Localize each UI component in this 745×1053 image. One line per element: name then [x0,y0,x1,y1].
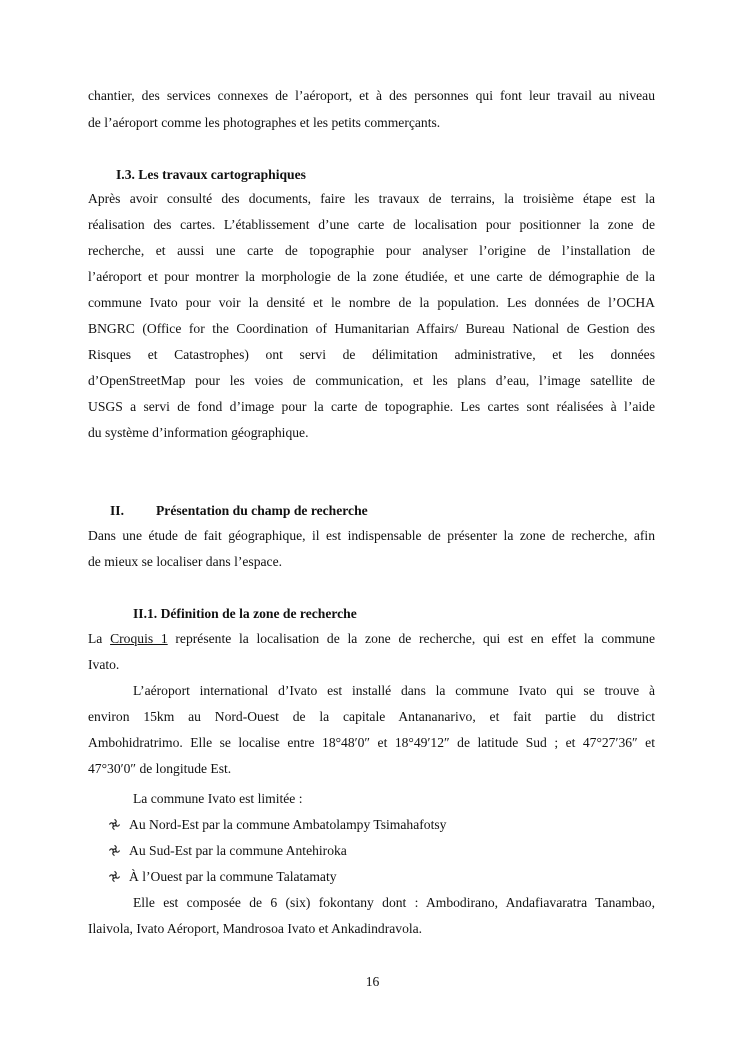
text-line: réalisation des cartes. L’établissement d’une carte de localisation pour positionner la zone de [88,217,655,232]
section-number-ii: II. [110,503,124,518]
section-heading-ii: Présentation du champ de recherche [156,503,368,518]
text-line: de l’aéroport comme les photographes et les petits commerçants. [88,115,441,130]
text-line [88,631,655,657]
croquis-suffix: représente la localisation de la zone de recherche, qui est en effet la commune [167,631,655,646]
list-item [108,817,446,833]
text-line: 47°30′0″ de longitude Est. [88,761,232,776]
text-line: Dans une étude de fait géographique, il est indispensable de présenter la zone de recherche, afin [88,528,655,543]
limit-text: À l’Ouest par la commune Talatamaty [129,869,337,884]
swirl-bullet-icon [108,844,121,857]
text-line: Elle est composée de 6 (six) fokontany dont : Ambodirano, Andafiavaratra Tanambao, [133,895,655,910]
text-line: recherche, et aussi une carte de topographie pour analyser l’origine de l’installation de [88,243,655,258]
text-line: USGS a servi de fond d’image pour la carte de topographie. Les cartes sont réalisées à l’aide [88,399,655,414]
croquis-prefix: La [88,631,111,646]
text-line: BNGRC (Office for the Coordination of Humanitarian Affairs/ Bureau National de Gestion des [88,321,655,336]
list-item [108,869,337,885]
list-item [108,843,347,859]
text-line: d’OpenStreetMap pour les voies de communication, et les plans d’eau, l’image satellite de [88,373,655,388]
text-line: Ivato. [88,657,120,672]
swirl-bullet-icon [108,818,121,831]
limit-intro: La commune Ivato est limitée : [133,791,303,806]
text-line: chantier, des services connexes de l’aéroport, et à des personnes qui font leur travail au niveau [88,88,655,103]
page-number: 16 [365,974,380,989]
limit-text: Au Sud-Est par la commune Antehiroka [129,843,347,858]
text-line: Ambohidratrimo. Elle se localise entre 18°48′0″ et 18°49′12″ de latitude Sud ; et 47°27′36″ et [88,735,655,750]
swirl-bullet-icon [108,870,121,883]
section-heading-ii1: II.1. Définition de la zone de recherche [133,606,357,621]
text-line: environ 15km au Nord-Ouest de la capitale Antananarivo, et fait partie du district [88,709,655,724]
text-line: l’aéroport et pour montrer la morphologie de la zone étudiée, et une carte de démographie de la [88,269,655,284]
text-line: commune Ivato pour voir la densité et le nombre de la population. Les données de l’OCHA [88,295,655,310]
text-line: L’aéroport international d’Ivato est installé dans la commune Ivato qui se trouve à [133,683,655,698]
text-line: Risques et Catastrophes) ont servi de délimitation administrative, et les données [88,347,655,362]
limit-text: Au Nord-Est par la commune Ambatolampy Tsimahafotsy [129,817,447,832]
text-line: du système d’information géographique. [88,425,309,440]
text-line: de mieux se localiser dans l’espace. [88,554,283,569]
croquis-link[interactable]: Croquis 1 [110,631,168,646]
text-line: Ilaivola, Ivato Aéroport, Mandrosoa Ivato et Ankadindravola. [88,921,423,936]
section-heading-i3: I.3. Les travaux cartographiques [116,167,306,182]
text-line: Après avoir consulté des documents, faire les travaux de terrains, la troisième étape est la [88,191,655,206]
